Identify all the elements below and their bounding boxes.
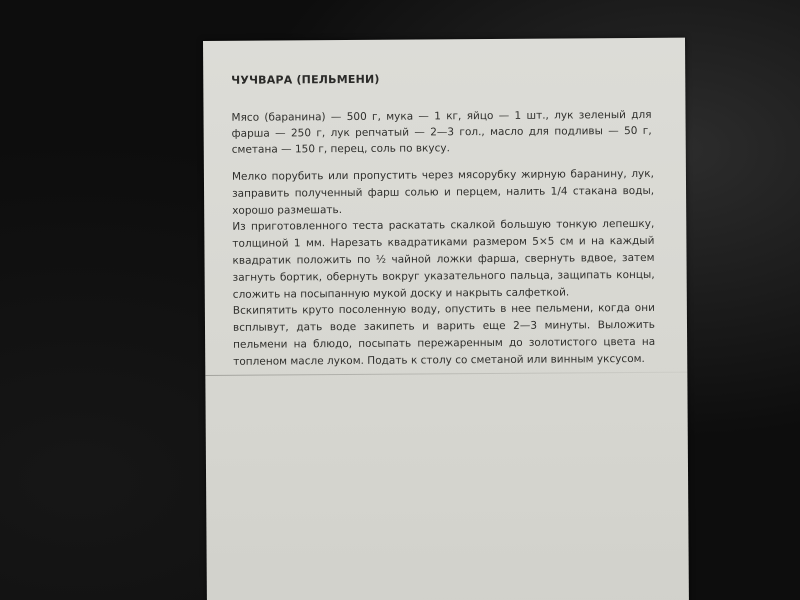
method-step-dough: Из приготовленного теста раскатать скалкой большую тонкую лепешку, толщиной 1 мм. Нарезать квадратиками размером 5×5 см и на каждый квадратик положить по ½ чайной ложки фарша, свернуть вдвое, затем загнуть бортик, обернуть вокруг указательного пальца, защипать концы, сложить на посыпанную мукой доску и накрыть салфеткой. <box>232 218 655 301</box>
recipe-card <box>203 38 689 600</box>
ingredients-text: Мясо (баранина) — 500 г, мука — 1 кг, яйцо — 1 шт., лук зеленый для фарша — 250 г, лук репчатый — 2—3 гол., масло для подливы — 50 г, сметана — 150 г, перец, соль по вкусу. <box>231 108 652 156</box>
method-step-filling: Мелко порубить или пропустить через мясорубку жирную баранину, лук, заправить полученный фарш солью и перцем, налить 1/4 стакана воды, хорошо размешать. <box>231 167 655 217</box>
card-fold-line <box>205 372 687 376</box>
method-step-boiling: Вскипятить круто посоленную воду, опустить в нее пельмени, когда они всплывут, дать воде закипеть и варить еще 2—3 минуты. Выложить пельмени на блюдо, посыпать пережаренным до золотистого цвета на топленом масле луком. Подать к столу со сметаной или винным уксусом. <box>232 302 656 368</box>
recipe-method <box>232 166 655 371</box>
recipe-title: ЧУЧВАРА (ПЕЛЬМЕНИ) <box>231 72 380 87</box>
